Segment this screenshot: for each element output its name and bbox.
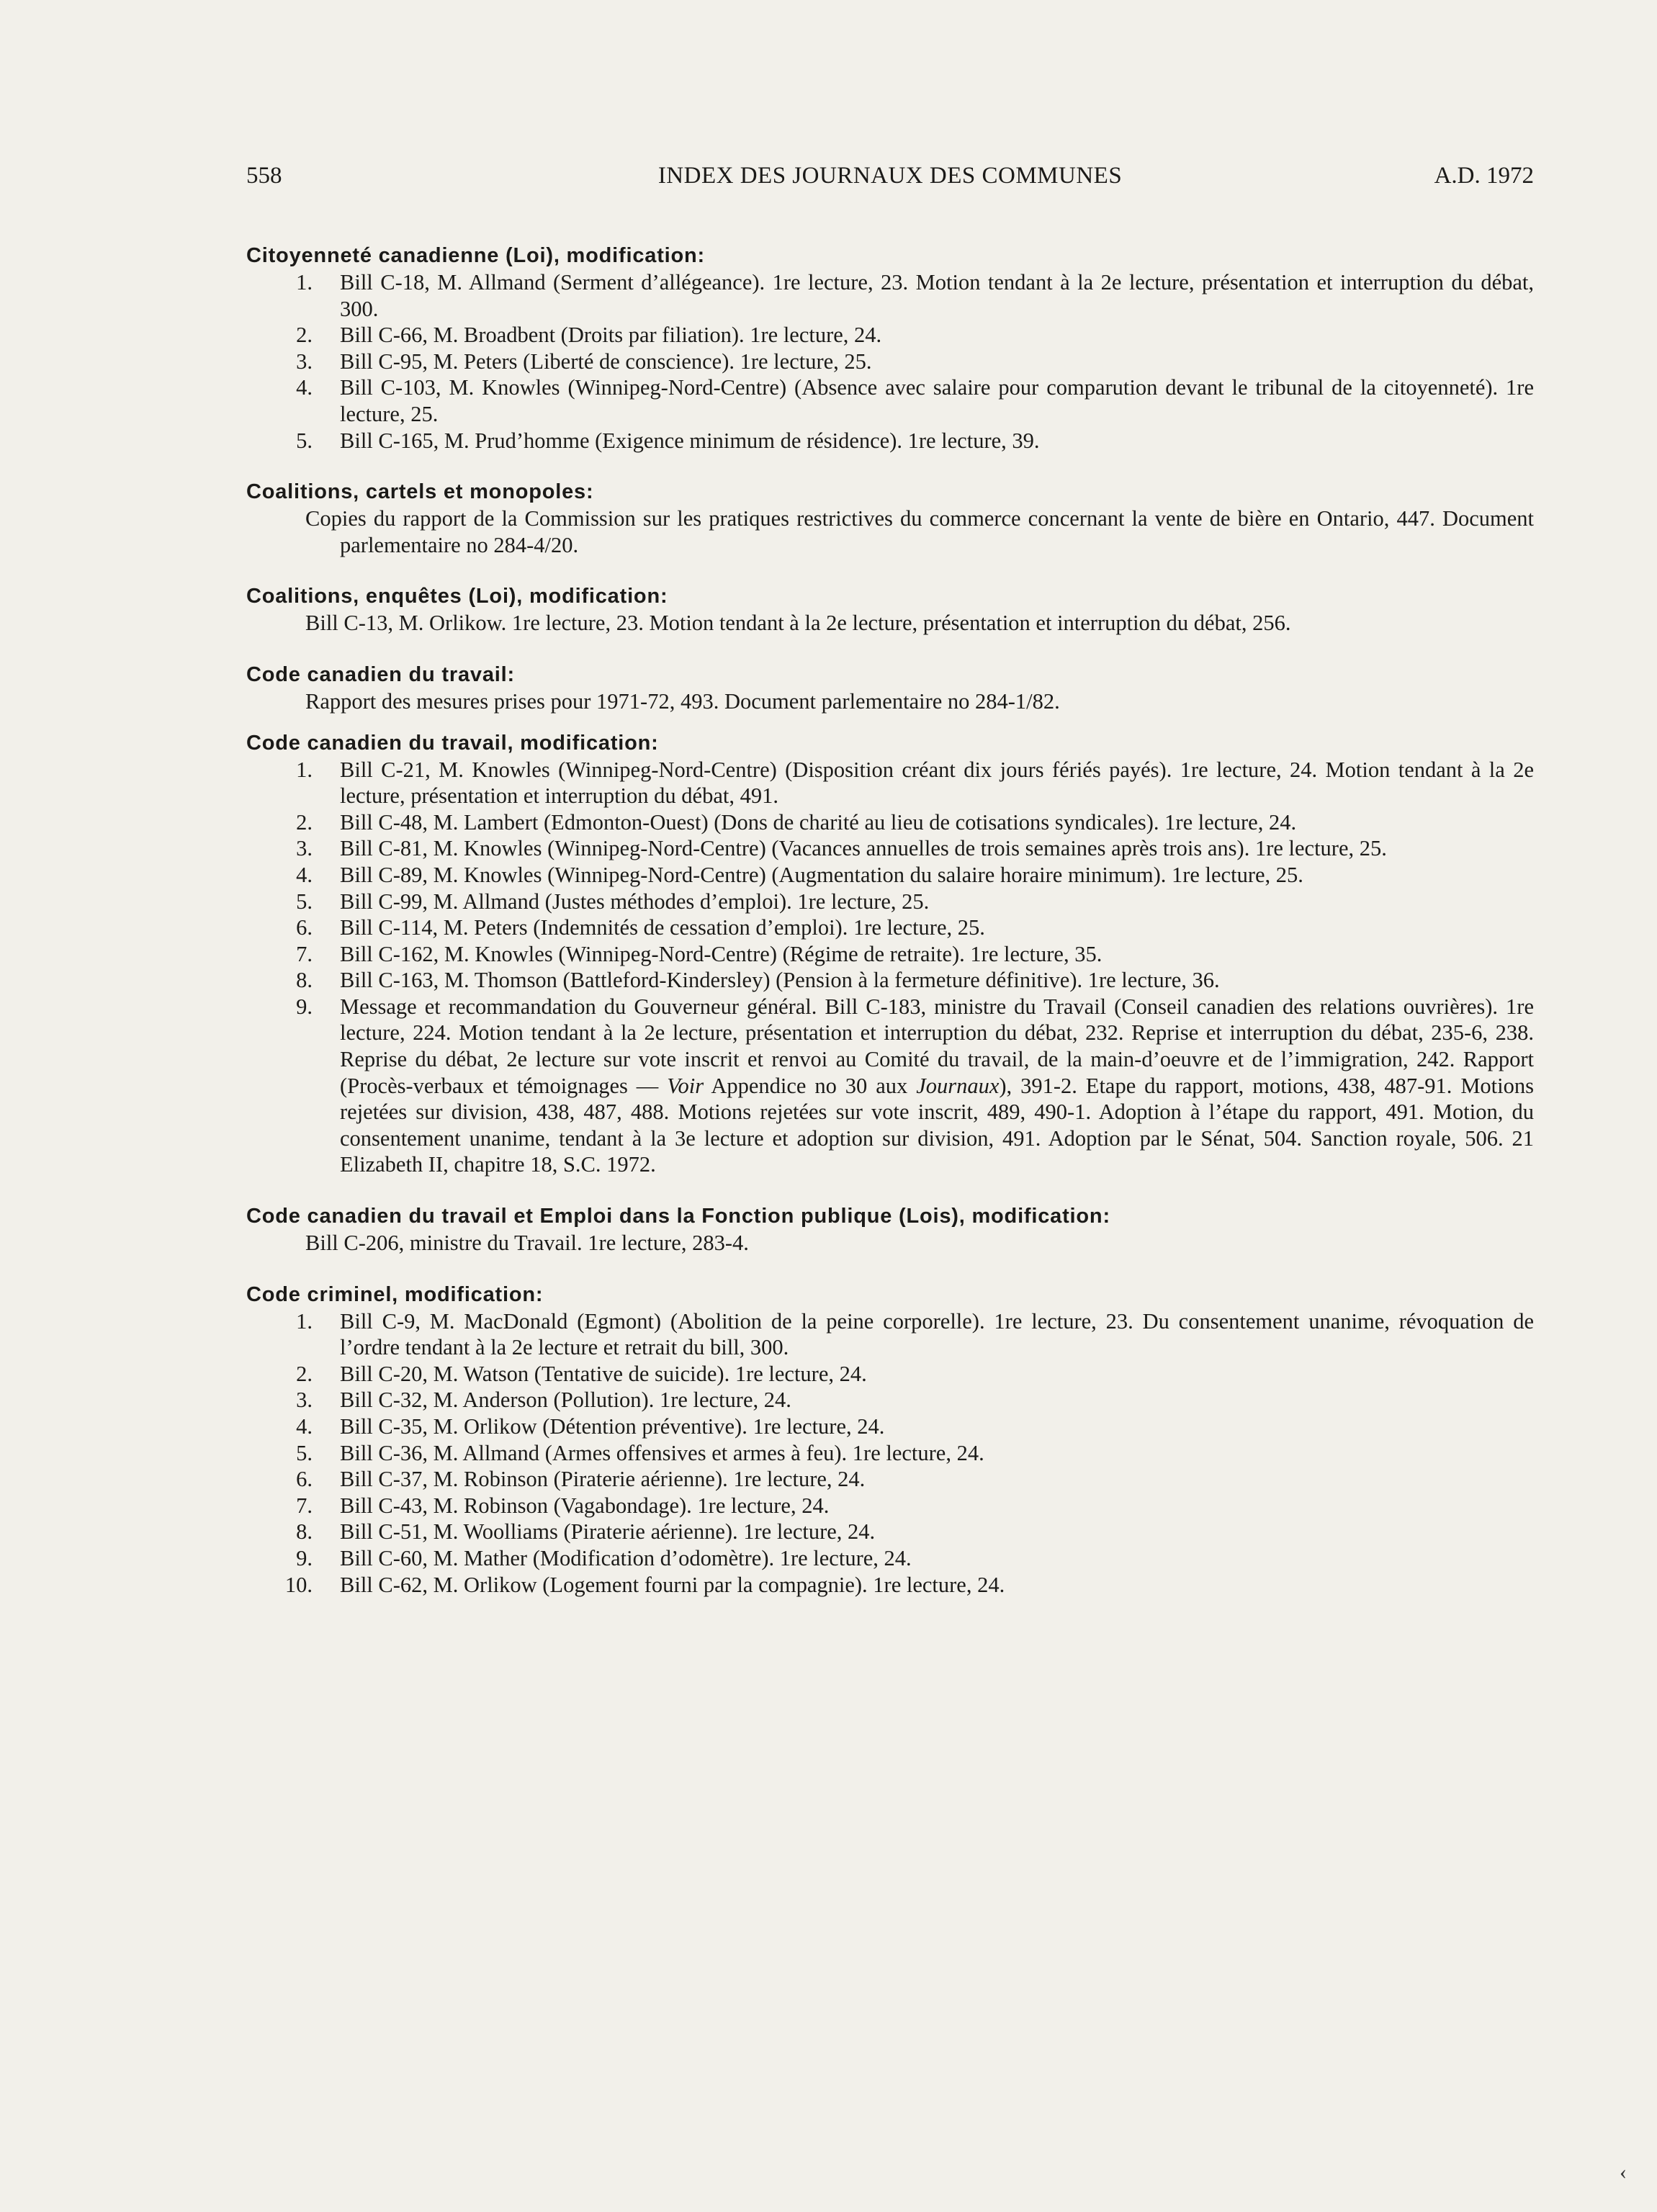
item-text: Bill C-95, M. Peters (Liberté de conscience). 1re lecture, 25. — [340, 349, 872, 374]
list-item — [246, 914, 1534, 941]
page-corner-mark: ‹ — [1620, 2160, 1627, 2184]
list-item — [246, 862, 1534, 889]
item-number: 8. — [296, 1519, 313, 1545]
list-item — [246, 889, 1534, 915]
entry-list — [246, 269, 1534, 454]
entry-list — [246, 1308, 1534, 1599]
item-text-part: ), 391-2. Etape du rapport, motions, 438, 487-91. Motions rejetées sur division, 438, 487, 488. Motions rejetées sur vote inscrit, 489, 490-1. Adoption à l’étape du rapport, 491. Motion, du consentement unanime, tendant à la 3e lecture et adoption sur division, 491. Adoption par le Sénat, 504. Sanction royale, 506. 21 Elizabeth II, chapitre 18, S.C. 1972. — [340, 1073, 1535, 1177]
item-text: Bill C-51, M. Woolliams (Piraterie aérienne). 1re lecture, 24. — [340, 1519, 876, 1545]
item-text: Bill C-20, M. Watson (Tentative de suicide). 1re lecture, 24. — [340, 1361, 867, 1386]
entry-list — [246, 757, 1534, 1179]
item-number: 10. — [284, 1572, 313, 1597]
item-number: 1. — [296, 757, 313, 782]
list-item — [246, 1413, 1534, 1440]
item-text-part: Appendice no 30 aux — [704, 1073, 917, 1098]
item-text: Bill C-36, M. Allmand (Armes offensives et armes à feu). 1re lecture, 24. — [340, 1440, 984, 1465]
page-number: 558 — [246, 163, 282, 189]
item-text: Bill C-81, M. Knowles (Winnipeg-Nord-Centre) (Vacances annuelles de trois semaines après trois ans). 1re lecture, 25. — [340, 836, 1387, 861]
list-item — [246, 1519, 1534, 1545]
list-item — [246, 967, 1534, 994]
item-number: 1. — [296, 270, 313, 295]
item-text: Bill C-48, M. Lambert (Edmonton-Ouest) (Dons de charité au lieu de cotisations syndicales). 1re lecture, 24. — [340, 809, 1297, 835]
item-text: Bill C-35, M. Orlikow (Détention préventive). 1re lecture, 24. — [340, 1414, 885, 1439]
running-header — [246, 160, 1534, 192]
item-text: Bill C-60, M. Mather (Modification d’odomètre). 1re lecture, 24. — [340, 1545, 912, 1570]
section-paragraph: Rapport des mesures prises pour 1971-72, 493. Document parlementaire no 284-1/82. — [305, 688, 1060, 714]
list-item — [246, 322, 1534, 349]
list-item — [246, 1572, 1534, 1599]
list-item — [246, 374, 1534, 427]
item-text: Bill C-103, M. Knowles (Winnipeg-Nord-Centre) (Absence avec salaire pour comparution devant le tribunal de la citoyenneté). 1re lecture, 25. — [340, 375, 1534, 426]
header-year: A.D. 1972 — [1434, 163, 1534, 189]
item-number: 2. — [296, 1361, 313, 1386]
item-text: Bill C-89, M. Knowles (Winnipeg-Nord-Centre) (Augmentation du salaire horaire minimum). 1re lecture, 25. — [340, 862, 1303, 887]
list-item — [246, 1545, 1534, 1572]
section-heading: Coalitions, enquêtes (Loi), modification: — [246, 585, 668, 608]
item-number: 6. — [296, 915, 313, 940]
item-number: 9. — [296, 1545, 313, 1570]
item-text: Bill C-165, M. Prud’homme (Exigence minimum de résidence). 1re lecture, 39. — [340, 428, 1040, 453]
item-number: 5. — [296, 1440, 313, 1465]
item-number: 4. — [296, 1414, 313, 1439]
item-text: Bill C-32, M. Anderson (Pollution). 1re lecture, 24. — [340, 1388, 791, 1413]
item-text: Bill C-43, M. Robinson (Vagabondage). 1re lecture, 24. — [340, 1493, 830, 1518]
item-number: 4. — [296, 375, 313, 400]
list-item — [246, 757, 1534, 809]
list-item — [246, 941, 1534, 968]
list-item — [246, 835, 1534, 862]
list-item — [246, 809, 1534, 836]
item-number: 8. — [296, 968, 313, 993]
item-number: 9. — [296, 994, 313, 1019]
list-item — [246, 1493, 1534, 1519]
item-text: Bill C-163, M. Thomson (Battleford-Kindersley) (Pension à la fermeture définitive). 1re lecture, 36. — [340, 968, 1220, 993]
item-text: Bill C-62, M. Orlikow (Logement fourni par la compagnie). 1re lecture, 24. — [340, 1572, 1005, 1597]
running-title: INDEX DES JOURNAUX DES COMMUNES — [657, 163, 1123, 189]
list-item — [246, 1387, 1534, 1413]
index-content — [246, 242, 1534, 1622]
item-text: Bill C-114, M. Peters (Indemnités de cessation d’emploi). 1re lecture, 25. — [340, 915, 985, 940]
item-text: Bill C-37, M. Robinson (Piraterie aérienne). 1re lecture, 24. — [340, 1467, 866, 1492]
index-section — [246, 1202, 1534, 1256]
list-item — [246, 349, 1534, 375]
item-number: 2. — [296, 323, 313, 348]
item-number: 2. — [296, 809, 313, 835]
item-number: 3. — [296, 349, 313, 374]
item-number: 7. — [296, 1493, 313, 1518]
item-number: 7. — [296, 941, 313, 966]
item-number: 5. — [296, 428, 313, 453]
index-section — [246, 478, 1534, 558]
item-text: Bill C-18, M. Allmand (Serment d’allégeance). 1re lecture, 23. Motion tendant à la 2e lecture, présentation et interruption du débat, 300. — [340, 270, 1534, 321]
item-number: 5. — [296, 889, 313, 914]
item-text-italic: Journaux — [916, 1073, 1000, 1098]
index-section — [246, 583, 1534, 637]
item-number: 1. — [296, 1308, 313, 1334]
item-text: Bill C-21, M. Knowles (Winnipeg-Nord-Centre) (Disposition créant dix jours fériés payés). 1re lecture, 24. Motion tendant à la 2e lecture, présentation et interruption du débat, 491. — [340, 757, 1534, 809]
list-item — [246, 428, 1534, 454]
item-number: 4. — [296, 862, 313, 887]
item-text-part: Message et recommandation du Gouverneur général. Bill C-183, ministre du Travail (Conseil canadien des relations ouvrières). 1re lecture, 224. Motion tendant à la 2e lecture, présentation et interruption du débat, 232. Reprise et interruption du débat, 235-6, 238. Reprise du débat, 2e lecture sur vote inscrit et renvoi au Comité du travail, de la main-d’oeuvre et de l’immigration, 242. Rapport (Procès-verbaux et témoignages — — [340, 994, 1534, 1098]
section-heading: Code canadien du travail: — [246, 662, 515, 686]
list-item — [246, 1308, 1534, 1361]
item-number: 3. — [296, 1388, 313, 1413]
list-item — [246, 1361, 1534, 1388]
item-text: Bill C-99, M. Allmand (Justes méthodes d’emploi). 1re lecture, 25. — [340, 889, 930, 914]
index-section — [246, 242, 1534, 454]
section-heading: Code canadien du travail et Emploi dans la Fonction publique (Lois), modification: — [246, 1205, 1110, 1228]
section-heading: Coalitions, cartels et monopoles: — [246, 480, 594, 504]
item-text: Bill C-9, M. MacDonald (Egmont) (Abolition de la peine corporelle). 1re lecture, 23. Du consentement unanime, révoquation de l’ordre tendant à la 2e lecture et retrait du bill, 300. — [340, 1308, 1534, 1360]
list-item — [246, 1466, 1534, 1493]
list-item — [246, 1440, 1534, 1467]
item-number: 3. — [296, 836, 313, 861]
section-heading: Citoyenneté canadienne (Loi), modification: — [246, 244, 705, 267]
section-paragraph: Copies du rapport de la Commission sur les pratiques restrictives du commerce concernant la vente de bière en Ontario, 447. Document parlementaire no 284-4/20. — [305, 506, 1534, 557]
section-paragraph: Bill C-13, M. Orlikow. 1re lecture, 23. Motion tendant à la 2e lecture, présentation et interruption du débat, 256. — [305, 611, 1291, 636]
section-heading: Code canadien du travail, modification: — [246, 731, 659, 755]
list-item — [246, 269, 1534, 322]
item-text-italic: Voir — [667, 1073, 704, 1098]
item-text: Bill C-162, M. Knowles (Winnipeg-Nord-Centre) (Régime de retraite). 1re lecture, 35. — [340, 941, 1103, 966]
item-number: 6. — [296, 1467, 313, 1492]
section-heading: Code criminel, modification: — [246, 1282, 544, 1306]
list-item — [246, 994, 1534, 1178]
section-paragraph: Bill C-206, ministre du Travail. 1re lecture, 283-4. — [305, 1231, 749, 1256]
index-section — [246, 1281, 1534, 1599]
index-section — [246, 729, 1534, 1179]
item-text: Bill C-66, M. Broadbent (Droits par filiation). 1re lecture, 24. — [340, 323, 882, 348]
index-section — [246, 661, 1534, 715]
